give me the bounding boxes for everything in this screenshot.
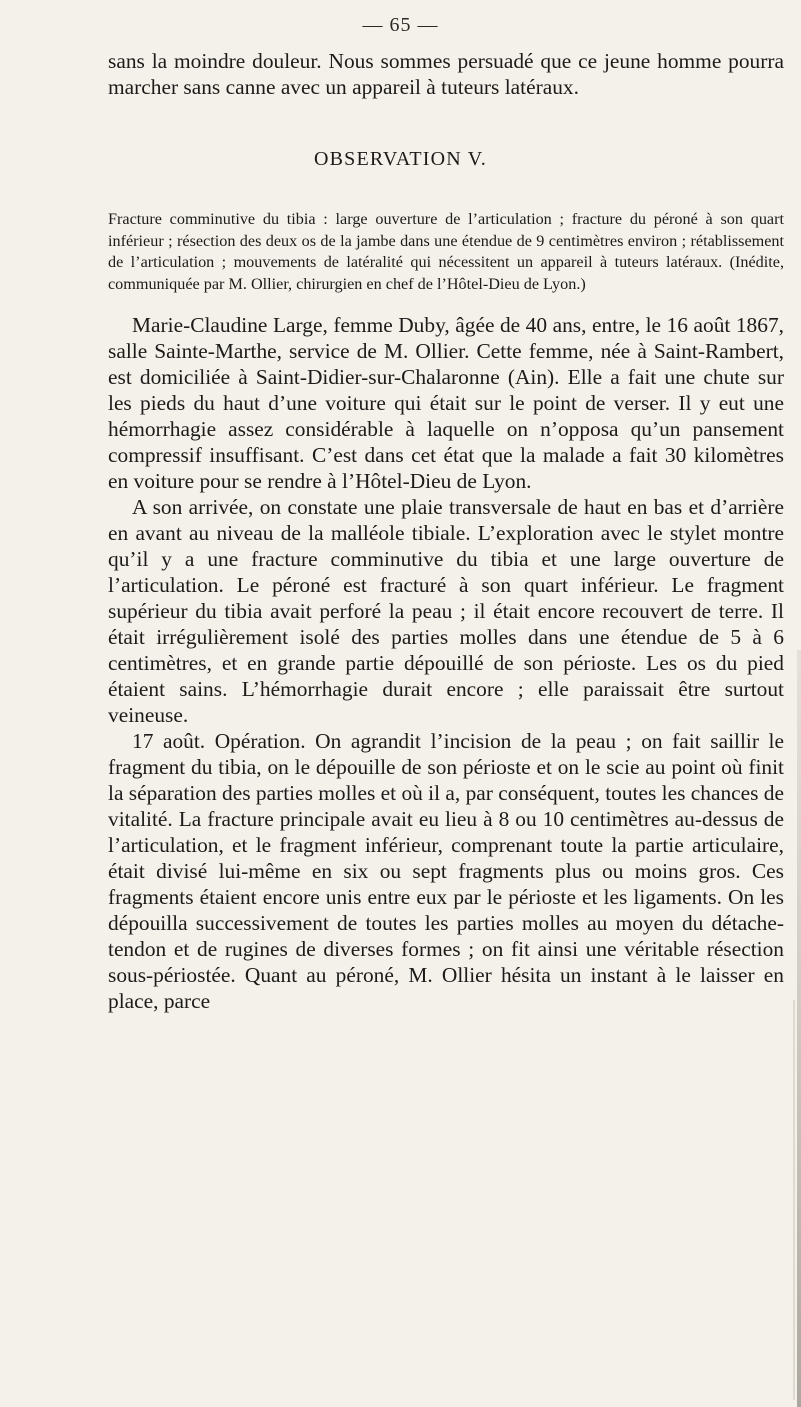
page-number: — 65 — xyxy=(362,14,439,36)
page-edge-shadow xyxy=(797,650,801,1407)
case-paragraph-admission: Marie-Claudine Large, femme Duby, âgée de 40 ans, entre, le 16 août 1867, salle Sainte-Marthe, service de M. Ollier. Cette femme, née à Saint-Rambert, est domiciliée à Saint-Didier-sur-Chalaronne (Ain). Elle a fait une chute sur les pieds du haut d’une voiture qui était sur le point de verser. Il y eut une hémorrhagie assez considérable à laquelle on n’opposa qu’un pansement compressif insuffisant. C’est dans cet état que la malade a fait 30 kilomètres en voiture pour se rendre à l’Hôtel-Dieu de Lyon. xyxy=(108,313,784,493)
case-report xyxy=(108,312,784,1014)
opening-paragraph: sans la moindre douleur. Nous sommes persuadé que ce jeune homme pourra marcher sans canne avec un appareil à tuteurs latéraux. xyxy=(108,49,784,99)
page-edge-line xyxy=(793,1000,795,1400)
case-paragraph-examination: A son arrivée, on constate une plaie transversale de haut en bas et d’arrière en avant au niveau de la malléole tibiale. L’exploration avec le stylet montre qu’il y a une fracture comminutive du tibia et une large ouverture de l’articulation. Le péroné est fracturé à son quart inférieur. Le fragment supérieur du tibia avait perforé la peau ; il était encore recouvert de terre. Il était irrégulièrement isolé des parties molles dans une étendue de 5 à 6 centimètres, et en grande partie dépouillé de son périoste. Les os du pied étaient sains. L’hémorrhagie durait encore ; elle paraissait être surtout veineuse. xyxy=(108,495,784,727)
case-paragraph-operation: 17 août. Opération. On agrandit l’incision de la peau ; on fait saillir le fragment du tibia, on le dépouille de son périoste et on le scie au point où finit la séparation des parties molles et où il a, par conséquent, toutes les chances de vitalité. La fracture principale avait eu lieu à 8 ou 10 centimètres au-dessus de l’articulation, et le fragment inférieur, comprenant toute la partie articulaire, était divisé lui-même en six ou sept fragments plus ou moins gros. Ces fragments étaient encore unis entre eux par le périoste et les ligaments. On les dépouilla successivement de toutes les parties molles au moyen du détache-tendon et de rugines de diverses formes ; on fit ainsi une véritable résection sous-périostée. Quant au péroné, M. Ollier hésita un instant à le laisser en place, parce xyxy=(108,729,784,1013)
observation-title: OBSERVATION V. xyxy=(313,148,488,170)
observation-summary: Fracture comminutive du tibia : large ouverture de l’articulation ; fracture du péroné à son quart inférieur ; résection des deux os de la jambe dans une étendue de 9 centimètres environ ; rétablissement de l’articulation ; mouvements de latéralité qui nécessitent un appareil à tuteurs latéraux. (Inédite, communiquée par M. Ollier, chirurgien en chef de l’Hôtel-Dieu de Lyon.) xyxy=(108,210,784,293)
